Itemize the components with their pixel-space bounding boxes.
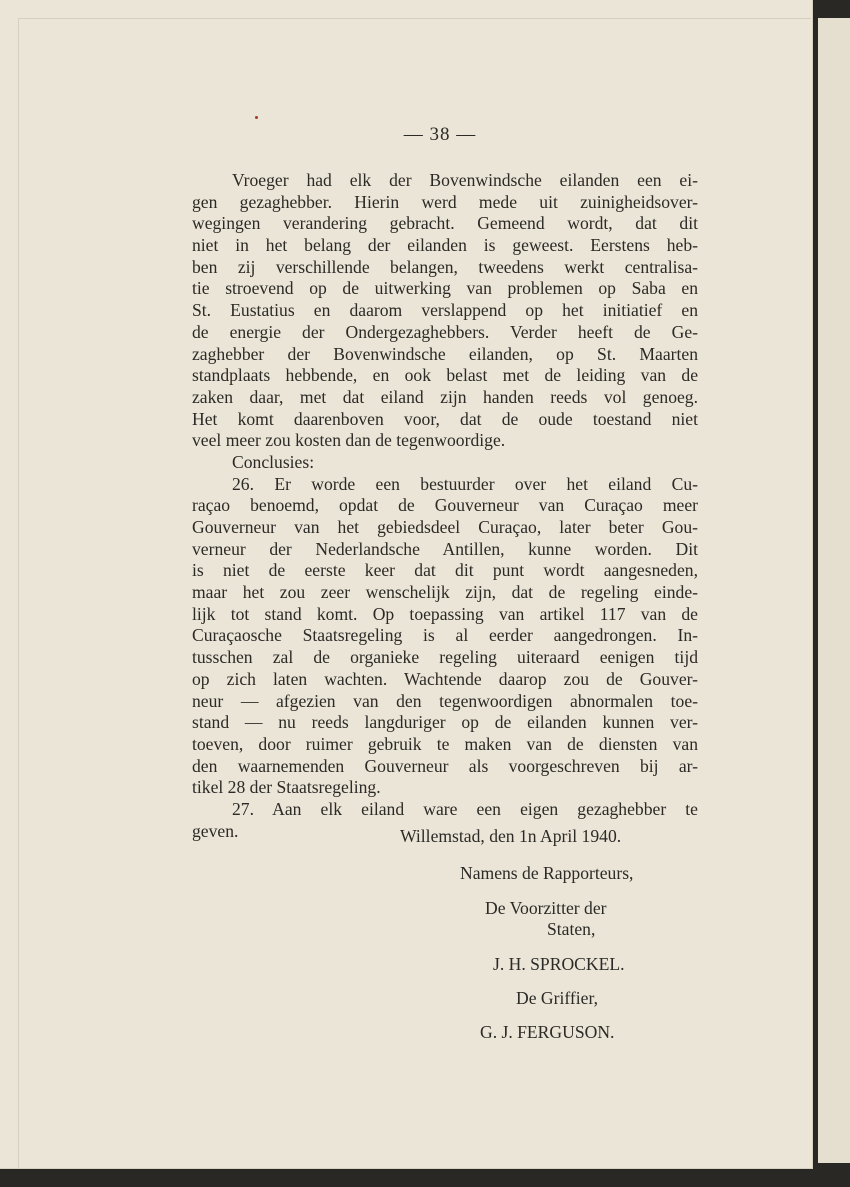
- text-line: geven.: [192, 820, 239, 841]
- text-line: stand — nu reeds langduriger op de eilanden kunnen ver-: [192, 712, 698, 733]
- adjacent-page-edge: [818, 18, 850, 1163]
- signature-place-date: Willemstad, den 1n April 1940.: [400, 826, 622, 846]
- text-line: gen gezaghebber. Hierin werd mede uit zuinigheidsover-: [192, 191, 698, 212]
- text-line: neur — afgezien van den tegenwoordigen abnormalen toe-: [192, 690, 698, 711]
- signature-chair-title-continued: Staten,: [547, 919, 596, 939]
- text-line: veel meer zou kosten dan de tegenwoordige.: [192, 430, 506, 451]
- page-number: — 38 —: [403, 124, 477, 145]
- text-line: wegingen verandering gebracht. Gemeend wordt, dat dit: [192, 213, 698, 234]
- text-line: verneur der Nederlandsche Antillen, kunne worden. Dit: [192, 538, 698, 559]
- text-line: Curaçaosche Staatsregeling is al eerder aangedrongen. In-: [192, 625, 698, 646]
- text-line: St. Eustatius en daarom verslappend op het initiatief en: [192, 300, 698, 321]
- signature-on-behalf: Namens de Rapporteurs,: [460, 863, 634, 883]
- text-line: 27. Aan elk eiland ware een eigen gezaghebber te: [232, 798, 698, 819]
- text-line: 26. Er worde een bestuurder over het eiland Cu-: [232, 473, 698, 494]
- text-line: de energie der Ondergezaghebbers. Verder heeft de Ge-: [192, 321, 698, 342]
- signature-clerk-title: De Griffier,: [516, 988, 599, 1008]
- text-line: Vroeger had elk der Bovenwindsche eilanden een ei-: [232, 170, 698, 190]
- section-heading: Conclusies:: [232, 451, 315, 472]
- text-line: zaken daar, met dat eiland zijn handen reeds vol genoeg.: [192, 386, 698, 407]
- text-line: tie stroevend op de uitwerking van problemen op Saba en: [192, 278, 698, 299]
- text-line: den waarnemenden Gouverneur als voorgeschreven bij ar-: [192, 755, 698, 776]
- text-line: maar het zou zeer wenschelijk zijn, dat de regeling einde-: [192, 582, 698, 603]
- text-line: zaghebber der Bovenwindsche eilanden, op St. Maarten: [192, 343, 698, 364]
- text-line: Gouverneur van het gebiedsdeel Curaçao, later beter Gou-: [192, 517, 698, 537]
- text-line: tikel 28 der Staatsregeling.: [192, 777, 381, 798]
- text-line: is niet de eerste keer dat dit punt wordt aangesneden,: [192, 560, 698, 581]
- text-line: Het komt daarenboven voor, dat de oude toestand niet: [192, 408, 698, 429]
- text-line: standplaats hebbende, en ook belast met de leiding van de: [192, 365, 698, 386]
- signature-clerk-name: G. J. FERGUSON.: [480, 1022, 615, 1042]
- ink-speck: [255, 116, 258, 119]
- signature-chair-name: J. H. SPROCKEL.: [493, 954, 625, 974]
- text-line: raçao benoemd, opdat de Gouverneur van Curaçao meer: [192, 495, 698, 516]
- text-line: tusschen zal de organieke regeling uiteraard eenigen tijd: [192, 647, 698, 668]
- signature-chair-title: De Voorzitter der: [485, 898, 607, 918]
- text-line: toeven, door ruimer gebruik te maken van de diensten van: [192, 733, 698, 754]
- text-line: ben zij verschillende belangen, tweedens werkt centralisa-: [192, 256, 698, 277]
- text-line: op zich laten wachten. Wachtende daarop zou de Gouver-: [192, 668, 698, 689]
- body-text: [192, 170, 698, 842]
- text-line: lijk tot stand komt. Op toepassing van artikel 117 van de: [192, 603, 698, 624]
- text-line: niet in het belang der eilanden is geweest. Eerstens heb-: [192, 235, 698, 256]
